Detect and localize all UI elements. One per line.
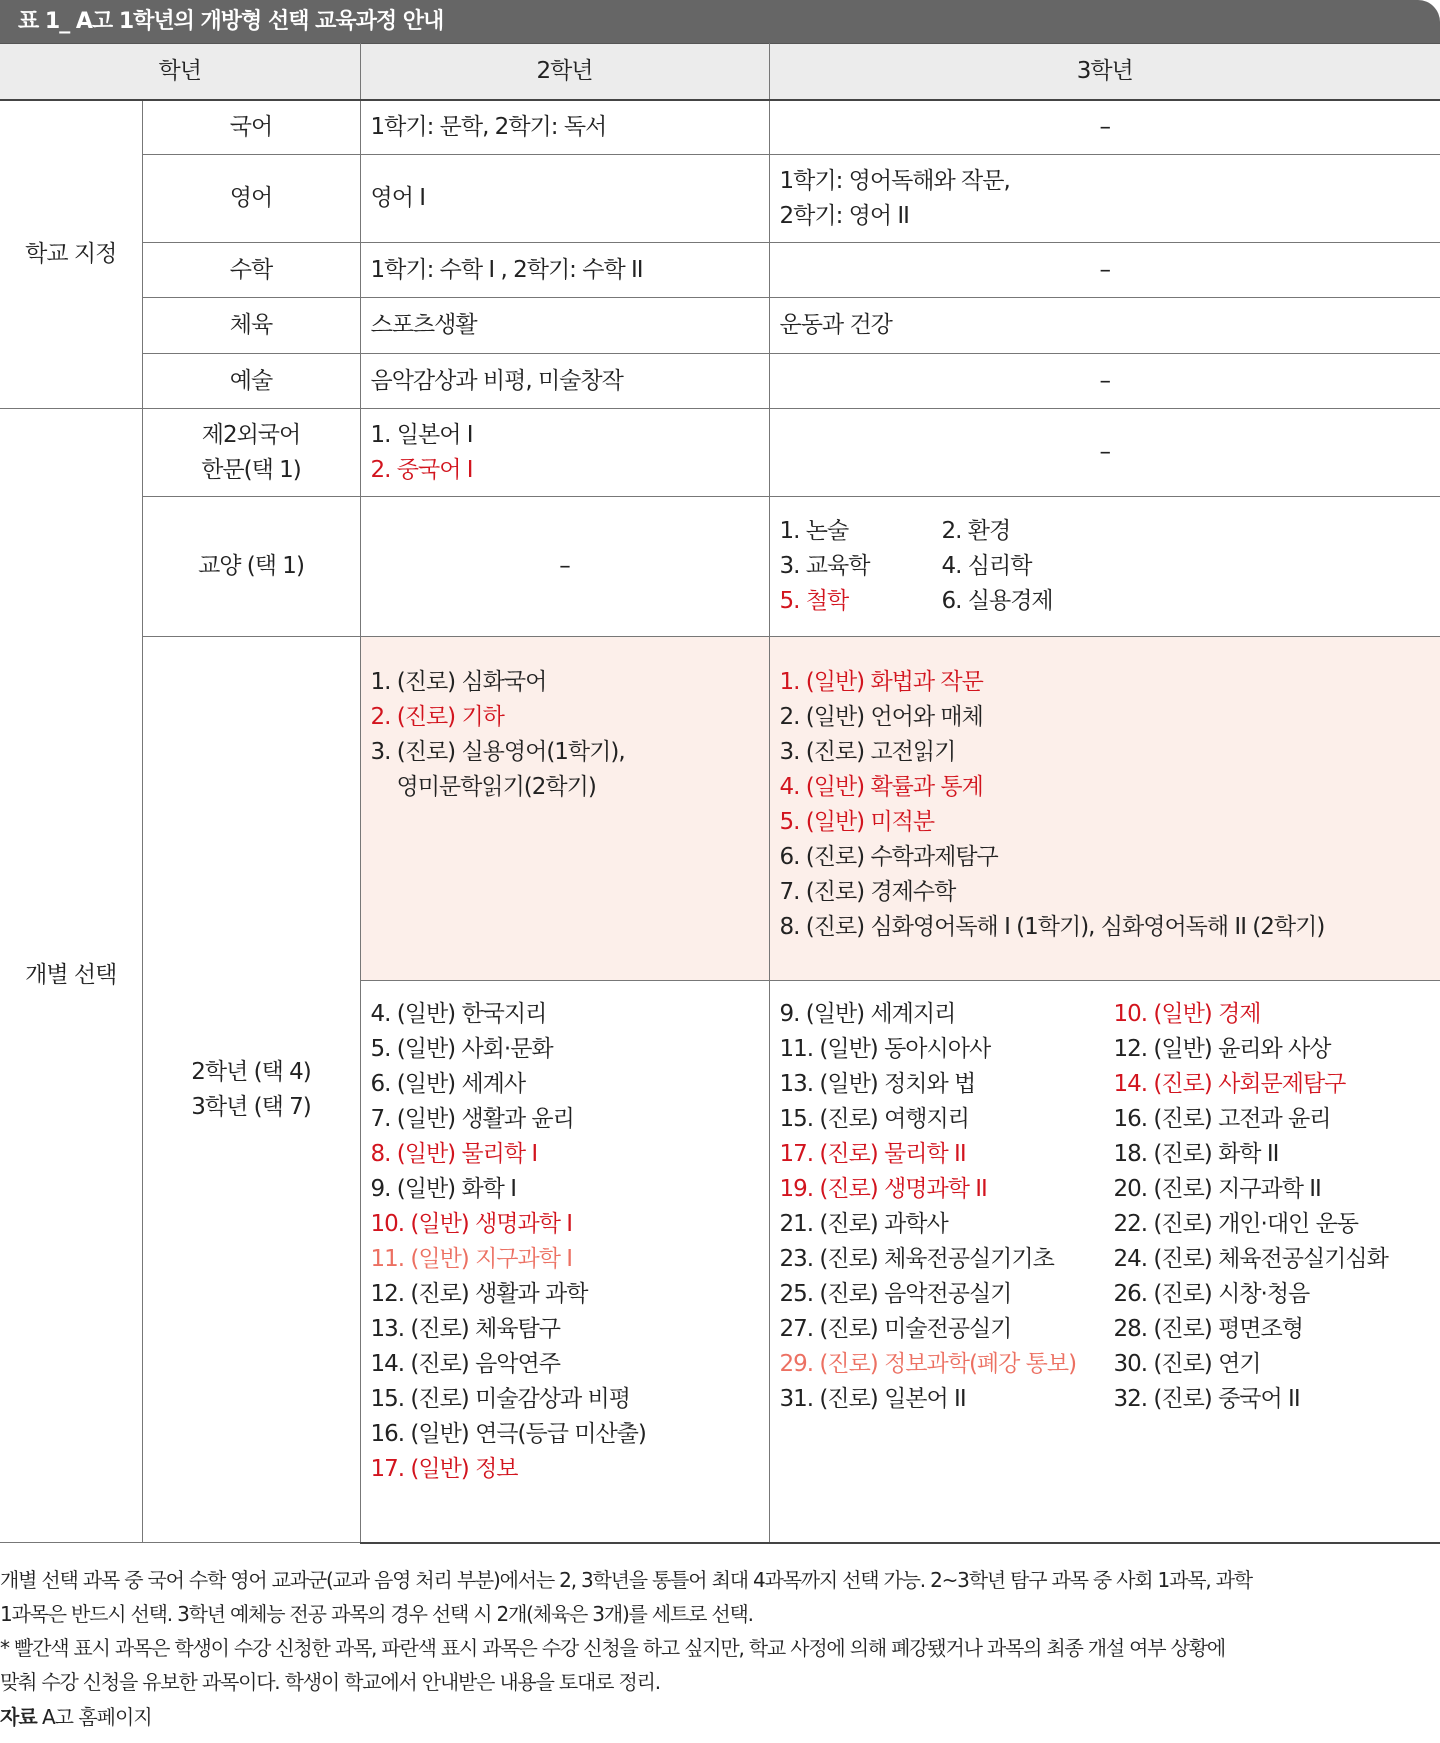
list-item: 18. (진로) 화학 II: [1113, 1141, 1279, 1167]
cell-line: 2학년 (택 4): [191, 1058, 311, 1085]
note-line: 맞춰 수강 신청을 유보한 과목이다. 학생이 학교에서 안내받은 내용을 토대로 정리.: [0, 1670, 660, 1694]
group-individual: 개별 선택: [0, 409, 142, 1543]
year2-cell: –: [360, 497, 769, 637]
cell-line: 운동과 건강: [779, 312, 892, 338]
list-item: 15. (진로) 미술감상과 비평: [370, 1386, 630, 1412]
list-item: 8. (일반) 물리학 I: [370, 1141, 538, 1167]
list-item: 10. (일반) 경제: [1113, 1001, 1261, 1027]
cell-line: 1학기: 수학 I , 2학기: 수학 II: [370, 256, 643, 283]
list-item: 20. (진로) 지구과학 II: [1113, 1176, 1321, 1202]
list-item: 2. (일반) 언어와 매체: [779, 704, 983, 730]
table-row: [0, 409, 1440, 497]
year3-cell: –: [769, 354, 1440, 409]
source-label: 자료: [0, 1705, 37, 1729]
subject-cell: 영어: [142, 155, 360, 243]
subject-cell: 국어: [142, 100, 360, 155]
list-item: 22. (진로) 개인·대인 운동: [1113, 1211, 1359, 1237]
list-item: 23. (진로) 체육전공실기기초: [779, 1246, 1054, 1272]
cell-line: 2학기: 영어 II: [779, 202, 909, 229]
list-item: 3. (진로) 실용영어(1학기),: [370, 739, 625, 765]
list-item: 21. (진로) 과학사: [779, 1211, 948, 1237]
list-item: 31. (진로) 일본어 II: [779, 1386, 966, 1412]
list-item: 7. (일반) 생활과 윤리: [370, 1106, 574, 1132]
curriculum-table: [0, 43, 1440, 1544]
year2-cell: [360, 155, 769, 243]
header-row: [0, 44, 1440, 100]
list-item: 17. (일반) 정보: [370, 1456, 518, 1482]
header-year2: 2학년: [360, 44, 769, 100]
subject-cell: 교양 (택 1): [142, 497, 360, 637]
list-item: 28. (진로) 평면조형: [1113, 1316, 1303, 1342]
list-item: 2. 환경: [941, 518, 1011, 544]
cell-line: 3학년 (택 7): [191, 1093, 311, 1120]
subject-cell: [142, 409, 360, 497]
list-item: 16. (일반) 연극(등급 미산출): [370, 1421, 646, 1447]
year2-cell: [360, 243, 769, 298]
year2-cell: [360, 354, 769, 409]
cell-line: 제2외국어: [201, 421, 301, 448]
table-title: 표 1_ A고 1학년의 개방형 선택 교육과정 안내: [0, 0, 1440, 43]
year2-cell: [360, 409, 769, 497]
note-line: 개별 선택 과목 중 국어 수학 영어 교과군(교과 음영 처리 부분)에서는 2, 3학년을 통틀어 최대 4과목까지 선택 가능. 2~3학년 탐구 과목 중 사회 1과목, 과학: [0, 1568, 1252, 1592]
footnotes: [0, 1563, 1440, 1699]
group-school-designated: 학교 지정: [0, 100, 142, 409]
year3-cell: –: [769, 243, 1440, 298]
note-line: * 빨간색 표시 과목은 학생이 수강 신청한 과목, 파란색 표시 과목은 수강 신청을 하고 싶지만, 학교 사정에 의해 폐강됐거나 과목의 최종 개설 여부 상황에: [0, 1636, 1225, 1660]
list-column: [1114, 997, 1431, 1417]
list-item: 3. (진로) 고전읽기: [779, 739, 956, 765]
year2-core-cell: [360, 637, 769, 981]
cell-line: 스포츠생활: [370, 312, 477, 338]
list-item: 6. 실용경제: [941, 588, 1053, 614]
list-item: 13. (진로) 체육탐구: [370, 1316, 560, 1342]
header-year3: 3학년: [769, 44, 1440, 100]
subject-cell: [142, 637, 360, 1543]
list-item: 4. (일반) 확률과 통계: [779, 774, 983, 800]
year3-cell: [769, 298, 1440, 354]
list-item: 5. (일반) 사회·문화: [370, 1036, 553, 1062]
list-item: 27. (진로) 미술전공실기: [779, 1316, 1012, 1342]
list-item: 5. (일반) 미적분: [779, 809, 935, 835]
year3-cell: [769, 497, 1440, 637]
list-item: 26. (진로) 시창·청음: [1113, 1281, 1310, 1307]
cell-line: 1학기: 문학, 2학기: 독서: [370, 113, 607, 140]
cell-line: 음악감상과 비평, 미술창작: [370, 367, 623, 394]
year3-explore-cell: [769, 981, 1440, 1543]
list-item: 11. (일반) 동아시아사: [779, 1036, 991, 1062]
list-item: 15. (진로) 여행지리: [779, 1106, 969, 1132]
list-item: 1. 논술: [779, 518, 849, 544]
list-item: 32. (진로) 중국어 II: [1113, 1386, 1300, 1412]
list-item: 5. 철학: [779, 588, 849, 614]
subject-cell: 예술: [142, 354, 360, 409]
list-item: 1. (일반) 화법과 작문: [779, 669, 983, 695]
list-item: 6. (진로) 수학과제탐구: [779, 844, 998, 870]
list-item: 2. 중국어 I: [370, 456, 473, 483]
list-item: 1. 일본어 I: [370, 421, 473, 448]
table-row: [0, 243, 1440, 298]
list-item: 12. (진로) 생활과 과학: [370, 1281, 588, 1307]
subject-cell: 수학: [142, 243, 360, 298]
list-item: 12. (일반) 윤리와 사상: [1113, 1036, 1331, 1062]
list-item: 29. (진로) 정보과학(폐강 통보): [779, 1351, 1077, 1377]
list-item: 10. (일반) 생명과학 I: [370, 1211, 573, 1237]
list-item: 14. (진로) 사회문제탐구: [1113, 1071, 1346, 1097]
cell-line: 1학기: 영어독해와 작문,: [779, 167, 1010, 194]
table-row: [0, 155, 1440, 243]
list-item: 3. 교육학: [779, 553, 870, 579]
year2-explore-cell: [360, 981, 769, 1543]
list-item: 24. (진로) 체육전공실기심화: [1113, 1246, 1388, 1272]
table-row: [0, 497, 1440, 637]
source-text: A고 홈페이지: [42, 1705, 152, 1729]
list-item: 9. (일반) 화학 I: [370, 1176, 516, 1202]
list-item: 25. (진로) 음악전공실기: [779, 1281, 1012, 1307]
note-line: 1과목은 반드시 선택. 3학년 예체능 전공 과목의 경우 선택 시 2개(체육은 3개)를 세트로 선택.: [0, 1602, 753, 1626]
header-grade: 학년: [0, 44, 360, 100]
list-item: 4. 심리학: [941, 553, 1032, 579]
list-column: [780, 997, 1114, 1417]
list-item: 2. (진로) 기하: [370, 704, 504, 730]
list-item: 8. (진로) 심화영어독해 I (1학기), 심화영어독해 II (2학기): [779, 914, 1325, 940]
list-item: 6. (일반) 세계사: [370, 1071, 526, 1097]
list-item: 16. (진로) 고전과 윤리: [1113, 1106, 1331, 1132]
list-item: 14. (진로) 음악연주: [370, 1351, 560, 1377]
list-item: 11. (일반) 지구과학 I: [370, 1246, 573, 1272]
year3-cell: [769, 155, 1440, 243]
list-item: 17. (진로) 물리학 II: [779, 1141, 966, 1167]
subject-cell: 체육: [142, 298, 360, 354]
list-item: 19. (진로) 생명과학 II: [779, 1176, 987, 1202]
table-row: [0, 298, 1440, 354]
table-row: [0, 354, 1440, 409]
cell-line: 영어 I: [370, 185, 426, 211]
list-item: 9. (일반) 세계지리: [779, 1001, 956, 1027]
year3-cell: –: [769, 100, 1440, 155]
year2-cell: [360, 100, 769, 155]
table-row: [0, 100, 1440, 155]
list-item: 영미문학읽기(2학기): [396, 774, 596, 800]
cell-line: 한문(택 1): [201, 456, 301, 483]
list-item: 13. (일반) 정치와 법: [779, 1071, 976, 1097]
list-column: [780, 514, 942, 619]
year2-cell: [360, 298, 769, 354]
year3-cell: –: [769, 409, 1440, 497]
list-column: [942, 514, 1053, 619]
list-item: 1. (진로) 심화국어: [370, 669, 547, 695]
source-note: [0, 1702, 152, 1732]
year3-core-cell: [769, 637, 1440, 981]
table-row: [0, 637, 1440, 981]
list-item: 7. (진로) 경제수학: [779, 879, 956, 905]
list-item: 30. (진로) 연기: [1113, 1351, 1261, 1377]
list-item: 4. (일반) 한국지리: [370, 1001, 547, 1027]
